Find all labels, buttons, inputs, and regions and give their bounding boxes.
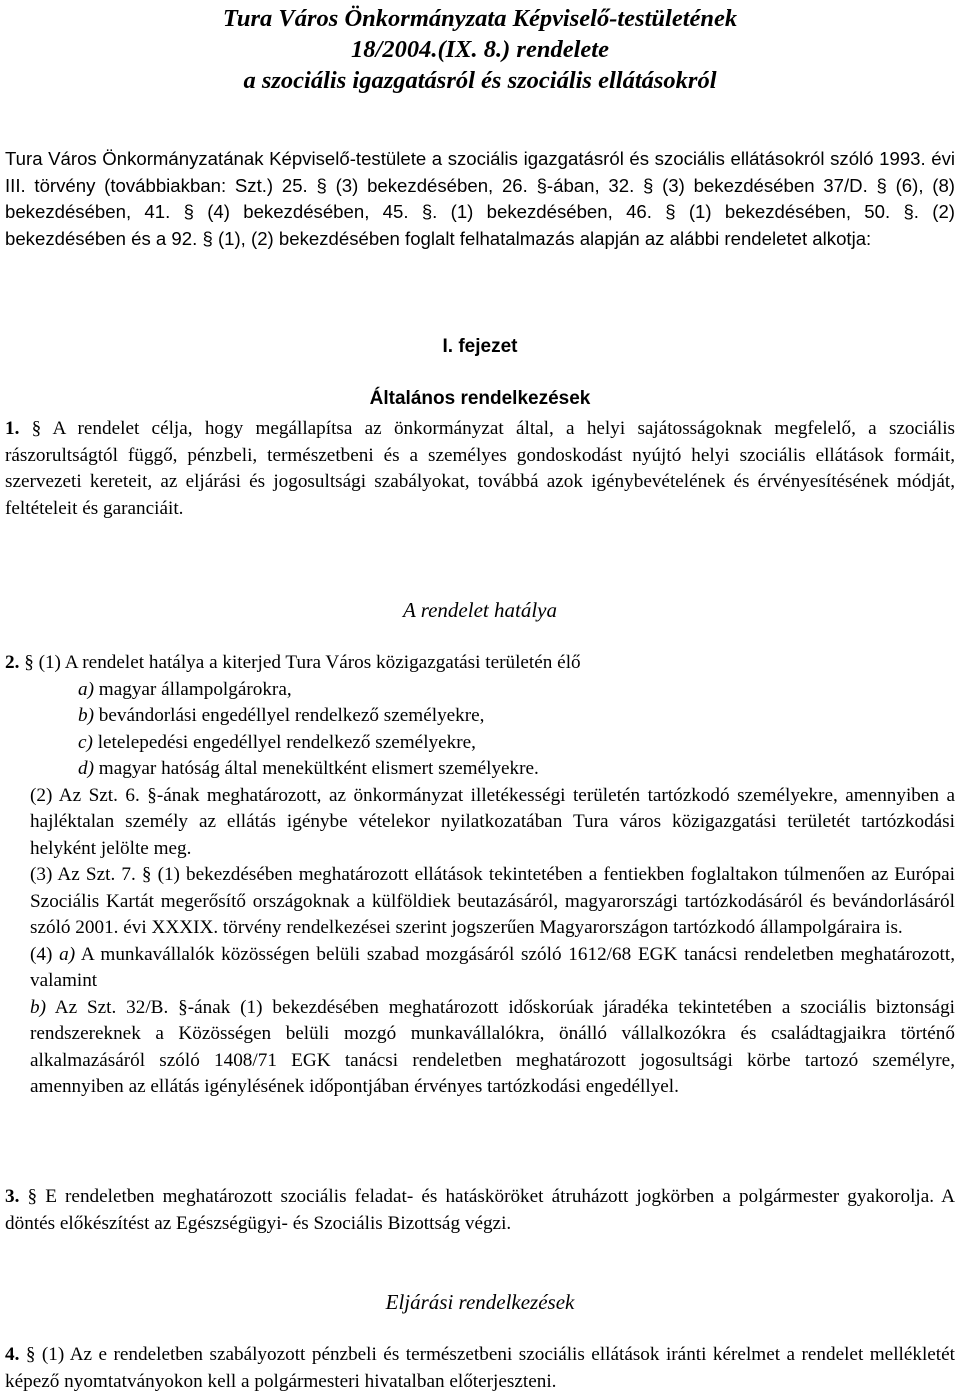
section-2-paragraph-4a [5, 942, 955, 995]
p4a-text: A munkavállalók közösségen belüli szabad mozgásáról szóló 1612/68 EGK tanácsi rendeletben meghatározott, valamint [30, 943, 955, 991]
list-item-d [5, 756, 955, 783]
list-letter-d: d) [78, 758, 94, 779]
section-3-text: § E rendeletben meghatározott szociális feladat- és hatásköröket átruházott jogkörben a polgármester gyakorolja. A döntés előkészítést az Egészségügyi- és Szociális Bizottság végzi. [5, 1186, 955, 1234]
hataly-heading: A rendelet hatálya [403, 598, 557, 622]
list-text-b: bevándorlási engedéllyel rendelkező személyekre, [93, 705, 485, 726]
list-letter-b: b) [78, 705, 94, 726]
title-line-2: 18/2004.(IX. 8.) rendelete [351, 36, 609, 63]
preamble-paragraph: Tura Város Önkormányzatának Képviselő-testülete a szociális igazgatásról és szociális ellátásokról szóló 1993. évi III. törvény (továbbiakban: Szt.) 25. § (3) bekezdésében, 26. §-ában, 32. § (3) bekezdésében 37/D. § (6), (8) bekezdésében, 41. § (4) bekezdésében, 45. §. (1) bekezdésében, 46. § (1) bekezdésében, 50. §. (2) bekezdésében és a 92. § (1), (2) bekezdésében foglalt felhatalmazás alapján az alábbi rendeletet alkotja: [5, 148, 955, 249]
list-text-a: magyar állampolgárokra, [93, 678, 292, 700]
p4b-text: Az Szt. 32/B. §-ának (1) bekezdésében meghatározott időskorúak járadéka tekintetében a szociális biztonsági rendszereknek a Közösségen belüli mozgó munkavállalókra, önálló vállalkozókra és családtagjaikra történő alkalmazásáról szóló 1408/71 EGK tanácsi rendeletben meghatározott jogosultsági körbe tartozó személyre, amennyiben az ellátás igénylésének időpontjában érvényes tartózkodási engedéllyel. [30, 996, 955, 1097]
list-item-b [5, 703, 955, 730]
section-3 [5, 1184, 955, 1237]
title-line-1: Tura Város Önkormányzata Képviselő-testületének [222, 5, 738, 32]
chapter-title: Általános rendelkezések [369, 388, 591, 409]
section-2-paragraph-3: (3) Az Szt. 7. § (1) bekezdésében meghatározott ellátások tekintetében a fentiekben foglaltakon túlmenően az Európai Szociális Kartát megerősítő országoknak a külföldiek beutazásáról, magyarországi tartózkodásáról és bevándorlásáról szóló 2001. évi XXXIX. törvény rendelkezései szerint jogszerűen Magyarországon tartózkodó állampolgáraira is. [30, 864, 955, 938]
section-2-paragraph-2: (2) Az Szt. 6. §-ának meghatározott, az önkormányzat illetékességi területén tartózkodó személyekre, amennyiben a hajléktalan személy az ellátás igénybe vételekor nyilatkozatában Tura város közigazgatási területét tartózkodási helyként jelölte meg. [30, 784, 955, 859]
list-letter-c: c) [78, 731, 93, 753]
eljarasi-heading: Eljárási rendelkezések [385, 1290, 575, 1314]
p4-prefix: (4) [30, 943, 60, 965]
section-4-text: § (1) Az e rendeletben szabályozott pénzbeli és természetbeni szociális ellátások iránti kérelmet a rendelet mellékletét képező nyomtatványokon kell a polgármesteri hivatalban előterjeszteni. [5, 1344, 955, 1392]
list-text-c: letelepedési engedéllyel rendelkező személyekre, [92, 731, 476, 753]
list-text-d: magyar hatóság által menekültként elismert személyekre. [93, 758, 539, 779]
section-1-number: 1. [5, 418, 20, 439]
section-1-text: § A rendelet célja, hogy megállapítsa az önkormányzat által, a helyi sajátosságoknak megfelelő, a szociális rászorultságtól függő, pénzbeli, természetbeni és a személyes gondoskodást nyújtó helyi szociális ellátások formáit, szervezeti kereteit, az eljárási és jogosultsági szabályokat, továbbá azok igénybevételének és érvényesítésének módját, feltételeit és garanciáit. [5, 418, 956, 519]
section-3-number: 3. [5, 1186, 20, 1207]
section-4 [5, 1342, 955, 1395]
title-line-3: a szociális igazgatásról és szociális ellátásokról [243, 67, 717, 94]
list-item-a [5, 677, 955, 704]
document-title [0, 3, 960, 96]
section-1 [5, 416, 955, 522]
p4b-letter: b) [30, 996, 46, 1018]
chapter-number: I. fejezet [442, 336, 518, 357]
section-2-paragraph-1 [5, 650, 955, 677]
list-item-c [5, 730, 955, 757]
section-2 [5, 650, 955, 1101]
section-2-p1-text: § (1) A rendelet hatálya a kiterjed Tura Város közigazgatási területén élő [24, 652, 581, 673]
section-2-number: 2. [5, 652, 20, 673]
p4a-letter: a) [59, 943, 76, 965]
section-2-paragraph-4b [5, 995, 955, 1101]
section-4-number: 4. [5, 1344, 20, 1365]
list-letter-a: a) [78, 678, 94, 700]
